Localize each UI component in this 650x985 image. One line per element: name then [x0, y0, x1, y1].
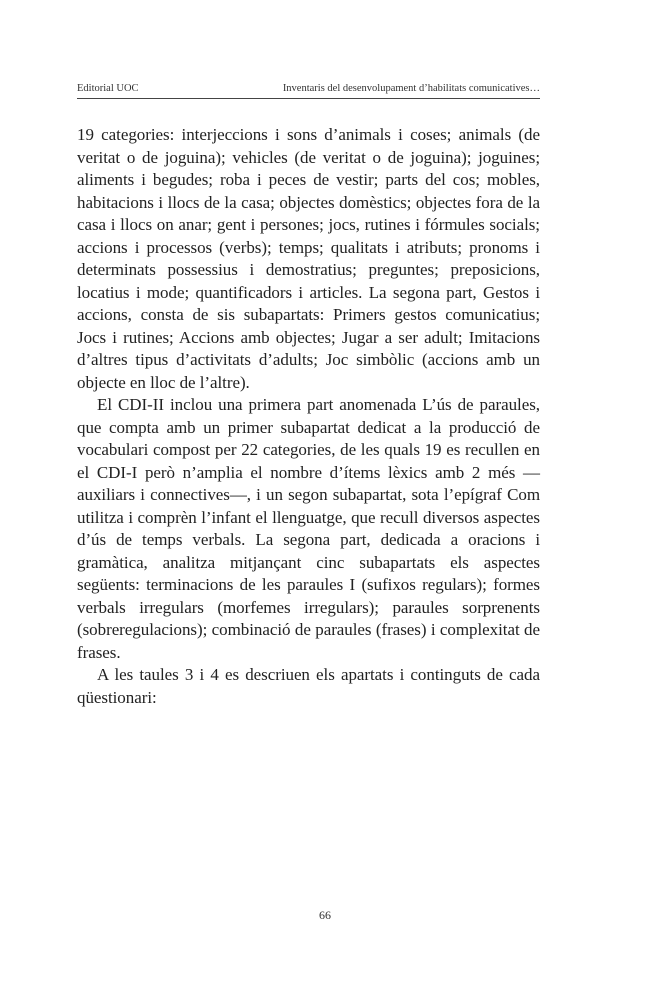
paragraph-1: 19 categories: interjeccions i sons d’animals i coses; animals (de veritat o de joguina); vehicles (de veritat o de joguina); joguines; aliments i begudes; roba i peces de vestir; parts del cos; mobles, habitacions i llocs de la casa; objectes domèstics; objectes fora de la casa i llocs on anar; gent i persones; jocs, rutines i fórmules socials; accions i processos (verbs); temps; qualitats i atributs; pronoms i determinats possessius i demostratius; preguntes; preposicions, locatius i mode; quantificadors i articles. La segona part, Gestos i accions, consta de sis subapartats: Primers gestos comunicatius; Jocs i rutines; Accions amb objectes; Jugar a ser adult; Imitacions d’altres tipus d’activitats d’adults; Joc simbòlic (accions amb un objecte en lloc de l’altre).: [77, 125, 540, 392]
running-header: [77, 82, 540, 98]
publisher-name: Editorial UOC: [77, 83, 139, 94]
chapter-title: Inventaris del desenvolupament d’habilitats comunicatives…: [282, 83, 540, 94]
paragraph-3: A les taules 3 i 4 es descriuen els apartats i continguts de cada qüestionari:: [77, 665, 540, 707]
paragraph-2: El CDI-II inclou una primera part anomenada L’ús de paraules, que compta amb un primer subapartat dedicat a la producció de vocabulari compost per 22 categories, de les quals 19 es recullen en el CDI-I però n’amplia el nombre d’ítems lèxics amb 2 més —auxiliars i connectives—, i un segon subapartat, sota l’epígraf Com utilitza i comprèn l’infant el llenguatge, que recull diversos aspectes d’ús de temps verbals. La segona part, dedicada a oracions i gramàtica, analitza mitjançant cinc subapartats els aspectes següents: terminacions de les paraules I (sufixos regulars); formes verbals irregulars (morfemes irregulars); paraules sorprenents (sobreregulacions); combinació de paraules (frases) i complexitat de frases.: [77, 395, 540, 662]
body-text: [77, 124, 540, 709]
header-divider: [77, 98, 540, 99]
page-number: 66: [319, 908, 331, 922]
